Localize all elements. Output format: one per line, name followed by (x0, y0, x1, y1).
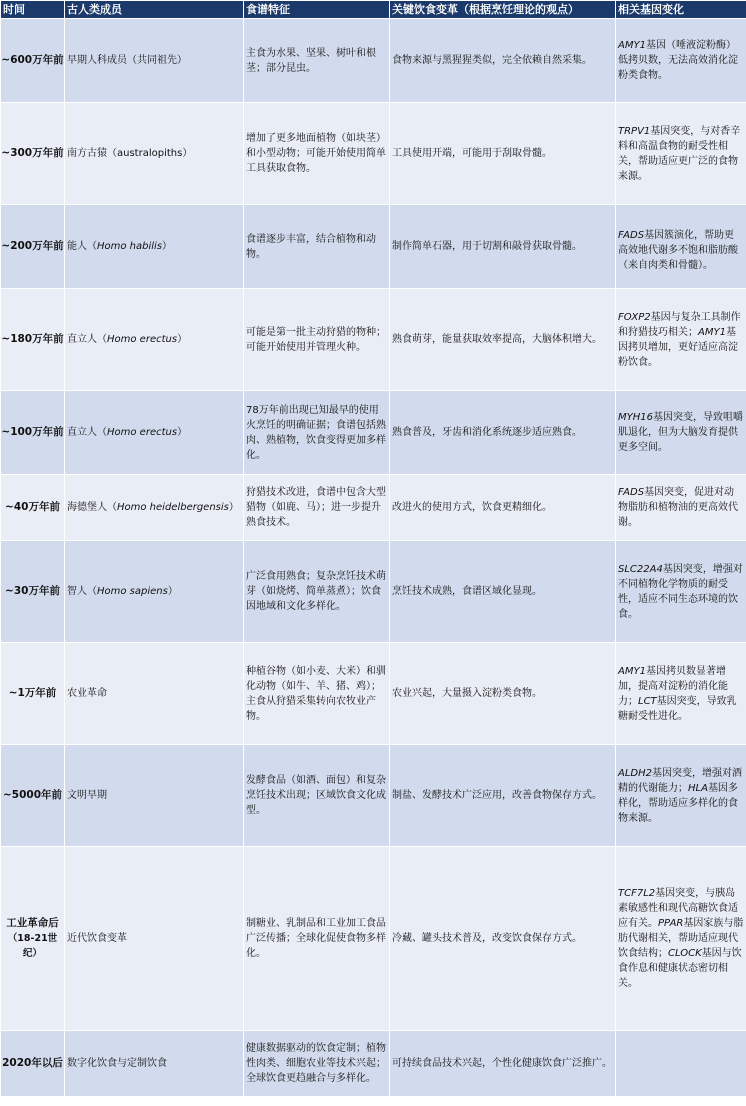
revolution-cell: 制作简单石器，用于切割和敲骨获取骨髓。 (390, 205, 616, 289)
gene-text: 基因与复杂工具制作和狩猎技巧相关； (618, 311, 741, 338)
genes-cell (616, 475, 746, 541)
header-revolution: 关键饮食变革（根据烹饪理论的观点） (390, 1, 616, 19)
member-suffix: ） (228, 502, 239, 513)
genes-cell (616, 19, 746, 103)
table-row (1, 847, 746, 1031)
diet-cell: 制糖业、乳制品和工业加工食品广泛传播；全球化促使食物多样化。 (244, 847, 390, 1031)
gene-name: AMY1 (618, 40, 646, 51)
gene-name-2: PPAR (658, 918, 684, 929)
genes-cell (616, 643, 746, 745)
period-cell: ~100万年前 (1, 391, 65, 475)
member-latin: Homo habilis (97, 241, 163, 252)
member-latin: Homo erectus (107, 427, 178, 438)
gene-name: AMY1 (618, 665, 646, 677)
gene-name: FADS (618, 230, 645, 241)
member-cell (65, 391, 244, 475)
genes-cell (616, 205, 746, 289)
member-prefix: 直立人（ (67, 334, 107, 345)
member-suffix: ） (177, 427, 188, 438)
member-cell (65, 205, 244, 289)
gene-text-2: 基因家族与脂肪代谢相关，帮助适应现代饮食结构； (618, 918, 744, 959)
period-cell (1, 847, 65, 1031)
member-cell: 文明早期 (65, 745, 244, 847)
member-cell: 早期人科成员（共同祖先） (65, 19, 244, 103)
diet-cell: 食谱逐步丰富，结合植物和动物。 (244, 205, 390, 289)
table-row (1, 205, 746, 289)
table-row (1, 289, 746, 391)
gene-text: 基因突变，增强对酒精的代谢能力； (618, 767, 742, 794)
revolution-cell: 工具使用开端，可能用于刮取骨髓。 (390, 103, 616, 205)
member-cell: 近代饮食变革 (65, 847, 244, 1031)
gene-name: MYH16 (618, 412, 653, 423)
gene-name: SLC22A4 (618, 563, 663, 575)
diet-cell: 种植谷物（如小麦、大米）和驯化动物（如牛、羊、猪、鸡）；主食从狩猎采集转向农牧业产物。 (244, 643, 390, 745)
gene-name-2: LCT (638, 695, 657, 707)
gene-text: 基因突变，增强对不同植物化学物质的耐受性，适应不同生态环境的饮食。 (618, 563, 743, 620)
gene-text-2: 基因突变，导致乳糖耐受性进化。 (618, 695, 737, 722)
gene-text-2: 基因多样化，帮助适应多样化的食物来源。 (618, 782, 738, 824)
table-row (1, 643, 746, 745)
member-suffix: ） (177, 334, 188, 345)
member-prefix: 能人（ (67, 241, 97, 252)
diet-cell: 主食为水果、坚果、树叶和根茎；部分昆虫。 (244, 19, 390, 103)
revolution-cell: 烹饪技术成熟，食谱区域化显现。 (390, 541, 616, 643)
table-row (1, 391, 746, 475)
diet-cell: 增加了更多地面植物（如块茎）和小型动物；可能开始使用简单工具获取食物。 (244, 103, 390, 205)
gene-name: TRPV1 (618, 125, 651, 137)
genes-cell (616, 289, 746, 391)
member-latin: Homo heidelbergensis (117, 502, 229, 513)
member-cell (65, 475, 244, 541)
diet-cell: 78万年前出现已知最早的使用火烹饪的明确证据；食谱包括熟肉、熟植物，饮食变得更加多样化。 (244, 391, 390, 475)
period-cell: ~40万年前 (1, 475, 65, 541)
table-row (1, 475, 746, 541)
period-cell: ~30万年前 (1, 541, 65, 643)
header-genes: 相关基因变化 (616, 1, 746, 19)
gene-name: FADS (618, 487, 645, 498)
member-prefix: 海德堡人（ (67, 502, 117, 513)
period-main: 工业革命后 (6, 917, 59, 929)
period-cell: 2020年以后 (1, 1031, 65, 1097)
gene-text: 基因突变，促进对动物脂肪和植物油的更高效代谢。 (618, 487, 738, 528)
gene-text-3: 基因与饮食作息和健康状态密切相关。 (618, 948, 742, 989)
revolution-cell: 熟食普及，牙齿和消化系统逐步适应熟食。 (390, 391, 616, 475)
gene-name-2: HLA (688, 782, 708, 794)
period-cell: ~1万年前 (1, 643, 65, 745)
diet-cell: 可能是第一批主动狩猎的物种；可能开始使用并管理火种。 (244, 289, 390, 391)
revolution-cell: 冷藏、罐头技术普及，改变饮食保存方式。 (390, 847, 616, 1031)
table-row (1, 19, 746, 103)
table-row (1, 541, 746, 643)
header-period: 时间 (1, 1, 65, 19)
period-cell: ~600万年前 (1, 19, 65, 103)
period-cell: ~180万年前 (1, 289, 65, 391)
member-cell: 数字化饮食与定制饮食 (65, 1031, 244, 1097)
genes-cell (616, 541, 746, 643)
gene-name: ALDH2 (618, 767, 652, 779)
table-row (1, 1031, 746, 1097)
member-cell (65, 289, 244, 391)
revolution-cell: 农业兴起，大量摄入淀粉类食物。 (390, 643, 616, 745)
member-latin: Homo erectus (107, 334, 178, 345)
revolution-cell: 熟食萌芽，能量获取效率提高，大脑体积增大。 (390, 289, 616, 391)
gene-text: 基因突变，与对香辛料和高温食物的耐受性相关，帮助适应更广泛的食物来源。 (618, 125, 741, 182)
member-suffix: ） (162, 241, 173, 252)
member-cell: 南方古猿（australopiths） (65, 103, 244, 205)
gene-text: 基因突变，导致咀嚼肌退化，但为大脑发育提供更多空间。 (618, 412, 743, 453)
gene-text: 基因（唾液淀粉酶）低拷贝数，无法高效消化淀粉类食物。 (618, 40, 738, 81)
diet-cell: 广泛食用熟食；复杂烹饪技术萌芽（如烧烤、简单蒸煮）；饮食因地域和文化多样化。 (244, 541, 390, 643)
genes-cell (616, 391, 746, 475)
diet-cell: 发酵食品（如酒、面包）和复杂烹饪技术出现；区域饮食文化成型。 (244, 745, 390, 847)
gene-text: 基因簇演化，帮助更高效地代谢多不饱和脂肪酸（来自肉类和骨髓）。 (618, 230, 738, 271)
genes-cell (616, 1031, 746, 1097)
revolution-cell: 食物来源与黑猩猩类似，完全依赖自然采集。 (390, 19, 616, 103)
gene-name: TCF7L2 (618, 888, 656, 899)
member-prefix: 智人（ (67, 586, 97, 597)
gene-text: 基因突变，与胰岛素敏感性和现代高糖饮食适应有关。 (618, 888, 738, 929)
member-suffix: ） (167, 586, 178, 597)
period-cell: ~300万年前 (1, 103, 65, 205)
header-diet: 食谱特征 (244, 1, 390, 19)
header-member: 古人类成员 (65, 1, 244, 19)
member-cell (65, 541, 244, 643)
gene-text: 基因拷贝数显著增加，提高对淀粉的消化能力； (618, 665, 728, 707)
genes-cell (616, 103, 746, 205)
member-latin: Homo sapiens (97, 586, 168, 597)
revolution-cell: 可持续食品技术兴起，个性化健康饮食广泛推广。 (390, 1031, 616, 1097)
revolution-cell: 改进火的使用方式，饮食更精细化。 (390, 475, 616, 541)
genes-cell (616, 847, 746, 1031)
gene-name-3: CLOCK (668, 948, 702, 959)
period-sub: （18-21世纪） (7, 933, 58, 959)
gene-text-2: 基因拷贝增加，更好适应高淀粉饮食。 (618, 326, 738, 368)
period-cell: ~200万年前 (1, 205, 65, 289)
genes-cell (616, 745, 746, 847)
member-cell: 农业革命 (65, 643, 244, 745)
diet-cell: 狩猎技术改进，食谱中包含大型猎物（如鹿、马）；进一步提升熟食技术。 (244, 475, 390, 541)
member-prefix: 直立人（ (67, 427, 107, 438)
gene-name-2: AMY1 (698, 326, 726, 338)
table-row (1, 103, 746, 205)
table-header-row (1, 1, 746, 19)
revolution-cell: 制盐、发酵技术广泛应用，改善食物保存方式。 (390, 745, 616, 847)
gene-name: FOXP2 (618, 311, 651, 323)
period-cell: ~5000年前 (1, 745, 65, 847)
diet-cell: 健康数据驱动的饮食定制；植物性肉类、细胞农业等技术兴起；全球饮食更趋融合与多样化。 (244, 1031, 390, 1097)
table-row (1, 745, 746, 847)
